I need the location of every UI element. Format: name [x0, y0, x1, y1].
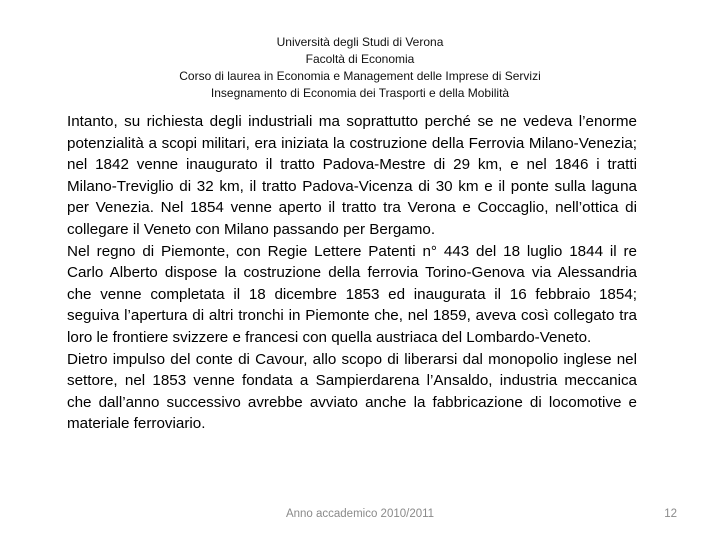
- university-name: Università degli Studi di Verona: [276, 35, 444, 49]
- slide-body: [67, 111, 637, 435]
- subject-name: Insegnamento di Economia dei Trasporti e della Mobilità: [210, 86, 510, 100]
- faculty-name: Facoltà di Economia: [305, 52, 415, 66]
- slide-header: [0, 34, 720, 102]
- footer-academic-year: Anno accademico 2010/2011: [285, 508, 435, 520]
- body-paragraph: Nel regno di Piemonte, con Regie Lettere Patenti n° 443 del 18 luglio 1844 il re Carlo Alberto dispose la costruzione della ferrovia Torino-Genova via Alessandria che venne completata il 18 dicembre 1853 ed inaugurata il 16 febbraio 1854; seguiva l’apertura di altri tronchi in Piemonte che, nel 1859, aveva così collegato tra loro le frontiere svizzere e francesi con quella austriaca del Lombardo-Veneto.: [67, 242, 637, 346]
- course-name: Corso di laurea in Economia e Management delle Imprese di Servizi: [179, 69, 541, 83]
- body-paragraph: Intanto, su richiesta degli industriali ma soprattutto perché se ne vedeva l’enorme potenzialità a scopi militari, era iniziata la costruzione della Ferrovia Milano-Venezia; nel 1842 venne inaugurato il tratto Padova-Mestre di 29 km, e nel 1846 i tratti Milano-Treviglio di 32 km, il tratto Padova-Vicenza di 30 km e il ponte sulla laguna per Venezia. Nel 1854 venne aperto il tratto tra Verona e Coccaglio, nell’ottica di collegare il Veneto con Milano passando per Bergamo.: [67, 113, 637, 238]
- body-paragraph: Dietro impulso del conte di Cavour, allo scopo di liberarsi dal monopolio inglese nel settore, nel 1853 venne fondata a Sampierdarena l’Ansaldo, industria meccanica che dall’anno successivo avrebbe avviato anche la fabbricazione di locomotive e materiale ferroviario.: [67, 350, 637, 433]
- page-number: 12: [664, 508, 677, 520]
